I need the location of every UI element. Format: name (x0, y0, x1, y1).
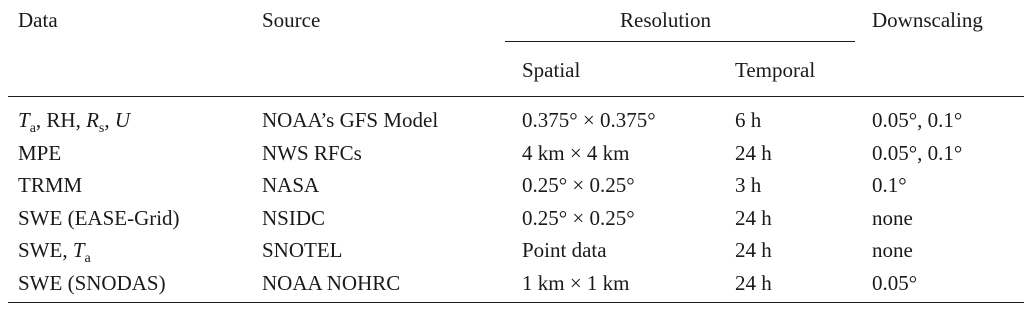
table-cell-data: TRMM (18, 173, 83, 197)
header-data: Data (18, 8, 58, 32)
table-cell-data: SWE, $T_a$ (18, 238, 91, 267)
table-cell-downscaling: 0.05°, 0.1° (872, 141, 963, 165)
table-cell-spatial: 4 km × 4 km (522, 141, 630, 165)
table-cell-temporal: 6 h (735, 108, 762, 132)
header-bottom-rule (8, 96, 1024, 97)
table-cell-temporal: 3 h (735, 173, 762, 197)
table-cell-downscaling: 0.05°, 0.1° (872, 108, 963, 132)
table-cell-source: NWS RFCs (262, 141, 362, 165)
table-cell-source: NSIDC (262, 206, 326, 230)
table-cell-spatial: 0.25° × 0.25° (522, 173, 635, 197)
table-cell-spatial: 0.25° × 0.25° (522, 206, 635, 230)
table-cell-temporal: 24 h (735, 271, 772, 295)
header-downscaling: Downscaling (872, 8, 983, 32)
table-cell-data: SWE (EASE-Grid) (18, 206, 180, 230)
table-bottom-rule (8, 302, 1024, 303)
table-cell-temporal: 24 h (735, 141, 772, 165)
table-cell-downscaling: 0.1° (872, 173, 907, 197)
table-cell-downscaling: none (872, 238, 913, 262)
header-source: Source (262, 8, 321, 32)
table-cell-spatial: Point data (522, 238, 607, 262)
table-cell-data: MPE (18, 141, 62, 165)
table-cell-data: SWE (SNODAS) (18, 271, 166, 295)
table-cell-source: NASA (262, 173, 320, 197)
table-cell-temporal: 24 h (735, 238, 772, 262)
header-spatial: Spatial (522, 58, 581, 82)
table-cell-temporal: 24 h (735, 206, 772, 230)
table-cell-data: $T_a$, RH, $R_s$, U (18, 108, 131, 137)
table-cell-spatial: 0.375° × 0.375° (522, 108, 656, 132)
resolution-rule (505, 41, 855, 42)
table-cell-source: NOAA’s GFS Model (262, 108, 439, 132)
table-cell-spatial: 1 km × 1 km (522, 271, 630, 295)
table-cell-downscaling: none (872, 206, 913, 230)
header-resolution: Resolution (620, 8, 712, 32)
header-temporal: Temporal (735, 58, 816, 82)
table-cell-downscaling: 0.05° (872, 271, 918, 295)
table-cell-source: SNOTEL (262, 238, 343, 262)
table-cell-source: NOAA NOHRC (262, 271, 401, 295)
